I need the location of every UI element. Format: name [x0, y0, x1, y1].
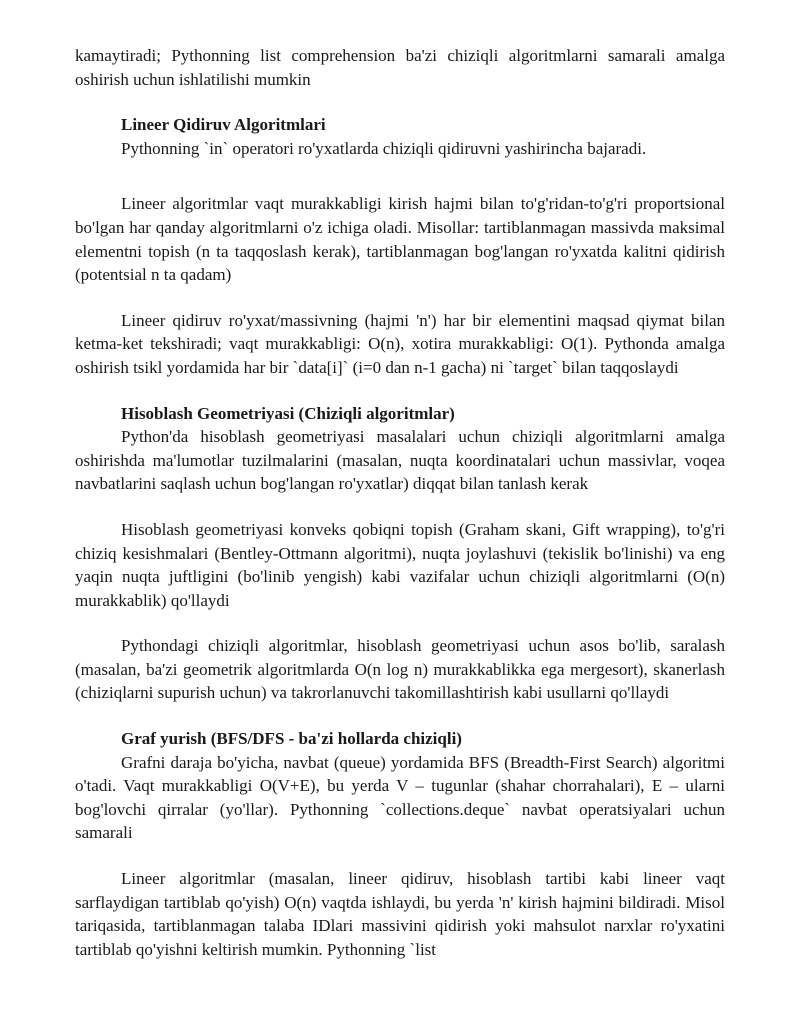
paragraph-continuation: kamaytiradi; Pythonning list comprehension ba'zi chiziqli algoritmlarni samarali amalga oshirish uchun ishlatilishi mumkin: [75, 46, 725, 89]
paragraph-bfs: Grafni daraja bo'yicha, navbat (queue) yordamida BFS (Breadth-First Search) algoritmi o'tadi. Vaqt murakkabligi O(V+E), bu yerda V – tugunlar (shahar chorrahalari), E – ularni bog'lovchi qirralar (yo'llar). Pythonning `collections.deque` navbat operatsiyalari uchun samarali: [75, 752, 725, 843]
paragraph-lineer-algoritmlar: Lineer algoritmlar vaqt murakkabligi kirish hajmi bilan to'g'ridan-to'g'ri proportsional bo'lgan har qanday algoritmlarni o'z ichiga oladi. Misollar: tartiblanmagan massivda maksimal elementni topish (n ta taqqoslash kerak), tartiblanmagan bog'langan ro'yxatda kalitni qidirish (potentsial n ta qadam): [75, 194, 725, 285]
heading-hisoblash-geometriyasi: Hisoblash Geometriyasi (Chiziqli algoritmlar): [121, 403, 455, 423]
paragraph-in-operator: Pythonning `in` operatori ro'yxatlarda chiziqli qidiruvni yashirincha bajaradi.: [121, 138, 647, 158]
paragraph-lineer-qidiruv: Lineer qidiruv ro'yxat/massivning (hajmi 'n') har bir elementini maqsad qiymat bilan ketma-ket tekshiradi; vaqt murakkabligi: O(n), xotira murakkabligi: O(1). Pythonda amalga oshirish tsikl yordamida har bir `data[i]` (i=0 dan n-1 gacha) ni `target` bilan taqqoslaydi: [75, 310, 725, 377]
heading-graf-yurish: Graf yurish (BFS/DFS - ba'zi hollarda chiziqli): [121, 729, 462, 749]
document-page: [75, 44, 725, 961]
paragraph-geometriya-tuzilmalar: Python'da hisoblash geometriyasi masalalari uchun chiziqli algoritmlarni amalga oshirishda ma'lumotlar tuzilmalarini (masalan, nuqta koordinatalari uchun massivlar, voqea navbatlarini saqlash uchun bog'langan ro'yxatlar) diqqat bilan tanlash kerak: [75, 427, 725, 494]
paragraph-lineer-vaqt: Lineer algoritmlar (masalan, lineer qidiruv, hisoblash tartibi kabi lineer vaqt sarflaydigan tartiblab qo'yish) O(n) vaqtda ishlaydi, bu yerda 'n' kirish hajmini bildiradi. Misol tariqasida, tartiblanmagan talaba IDlari massivini qidirish yoki mahsulot narxlar ro'yxatini tartiblab qo'yishni keltirish mumkin. Pythonning `list: [75, 869, 725, 959]
paragraph-geometriya-vazifalar: Hisoblash geometriyasi konveks qobiqni topish (Graham skani, Gift wrapping), to'g'ri chiziq kesishmalari (Bentley-Ottmann algoritmi), nuqta joylashuvi (tekislik bo'linishi) va eng yaqin nuqta juftligini (bo'linib yengish) kabi vazifalar uchun chiziqli algoritmlarni (O(n) murakkablik) qo'llaydi: [75, 519, 725, 610]
paragraph-geometriya-usullar: Pythondagi chiziqli algoritmlar, hisoblash geometriyasi uchun asos bo'lib, saralash (masalan, ba'zi geometrik algoritmlarda O(n log n) murakkablikka ega mergesort), skanerlash (chiziqlarni supurish uchun) va takrorlanuvchi takomillashtirish kabi usullarni qo'llaydi: [75, 636, 725, 703]
heading-lineer-qidiruv: Lineer Qidiruv Algoritmlari: [121, 115, 326, 135]
